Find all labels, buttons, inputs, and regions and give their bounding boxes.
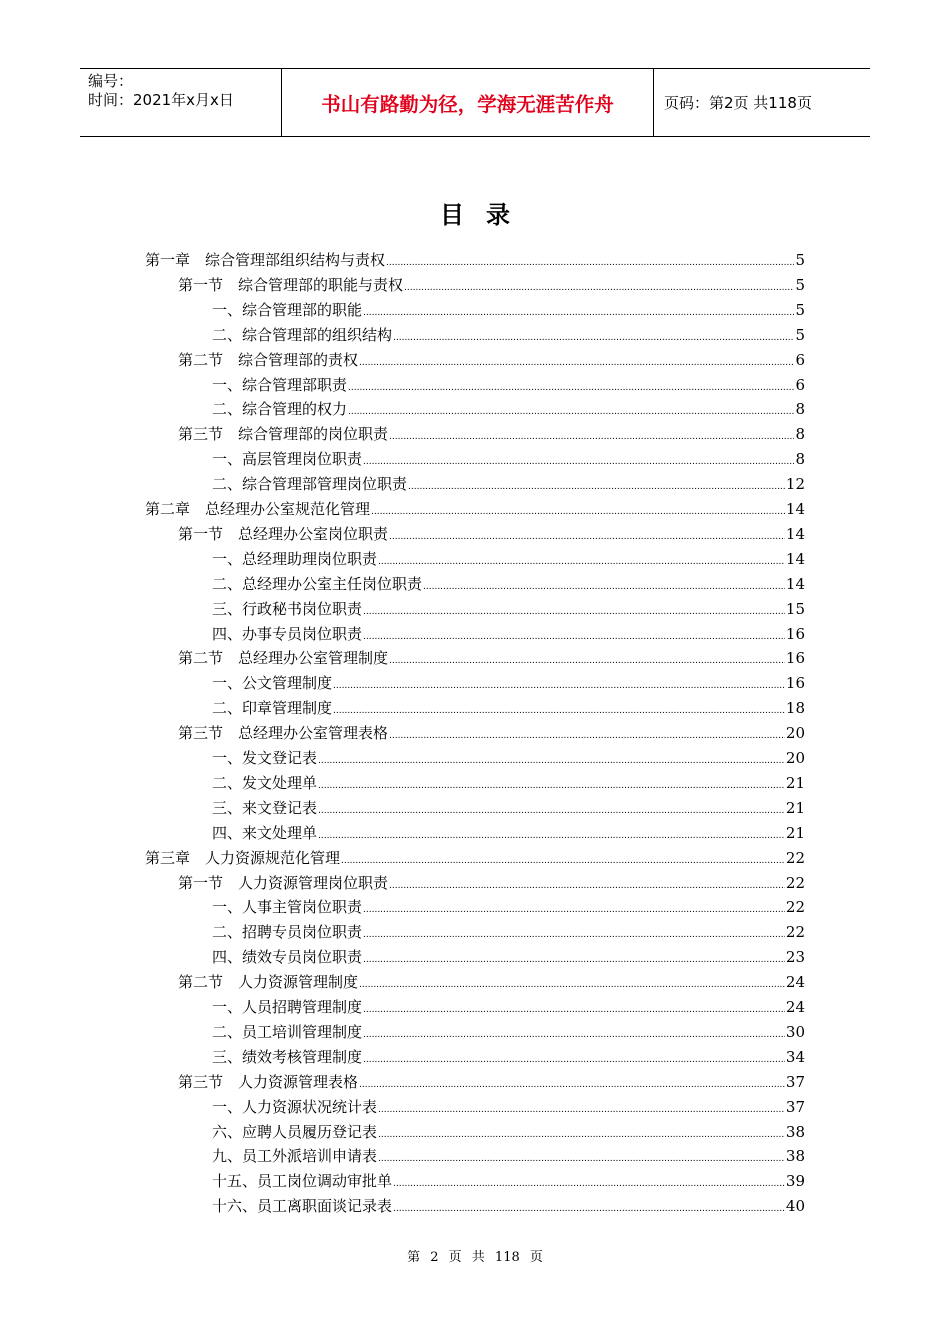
toc-entry-label: 二、印章管理制度 — [212, 699, 333, 718]
toc-dot-leader — [404, 276, 794, 300]
toc-entry-page: 16 — [785, 674, 805, 693]
header-time-label: 时间：2021年x月x日 — [88, 91, 234, 109]
toc-entry-label: 一、人员招聘管理制度 — [212, 998, 363, 1016]
toc-entry[interactable] — [178, 522, 805, 546]
toc-entry-page: 8 — [795, 450, 805, 469]
toc-dot-leader — [386, 251, 794, 275]
toc-entry-page: 20 — [785, 724, 805, 743]
toc-dot-leader — [318, 749, 785, 773]
toc-entry-page: 5 — [795, 300, 805, 319]
toc-entry[interactable] — [178, 646, 805, 670]
toc-entry-label: 二、综合管理部的组织结构 — [212, 325, 393, 344]
toc-entry[interactable] — [212, 622, 805, 646]
toc-dot-leader — [393, 1197, 785, 1221]
toc-entry-label: 一、总经理助理岗位职责 — [212, 549, 378, 568]
toc-entry[interactable] — [212, 696, 805, 720]
toc-dot-leader — [408, 475, 785, 499]
toc-entry-page: 22 — [785, 923, 805, 942]
toc-dot-leader — [333, 699, 785, 723]
toc-entry-page: 24 — [785, 998, 805, 1016]
toc-entry-page: 8 — [795, 400, 805, 419]
toc-entry[interactable] — [212, 298, 805, 322]
toc-entry[interactable] — [178, 1070, 805, 1094]
toc-entry[interactable] — [212, 671, 805, 695]
toc-dot-leader — [378, 1147, 785, 1171]
toc-entry[interactable] — [178, 273, 805, 297]
toc-dot-leader — [389, 649, 785, 673]
toc-dot-leader — [348, 376, 794, 400]
toc-dot-leader — [363, 600, 785, 624]
toc-entry-label: 六、应聘人员履历登记表 — [212, 1122, 378, 1141]
toc-entry-page: 40 — [785, 1197, 805, 1216]
toc-entry[interactable] — [212, 895, 805, 919]
toc-entry[interactable] — [212, 1095, 805, 1119]
toc-entry[interactable] — [212, 821, 805, 845]
toc-entry-page: 14 — [785, 500, 805, 518]
toc-dot-leader — [359, 351, 794, 375]
toc-entry[interactable] — [212, 796, 805, 820]
toc-entry[interactable] — [212, 1194, 805, 1218]
toc-entry[interactable] — [212, 746, 805, 770]
toc-entry-label: 第三节 人力资源管理表格 — [178, 1072, 359, 1091]
toc-entry-page: 22 — [785, 848, 805, 867]
toc-entry-label: 一、发文登记表 — [212, 749, 318, 767]
toc-entry[interactable] — [178, 721, 805, 745]
toc-entry[interactable] — [145, 248, 805, 272]
toc-dot-leader — [389, 724, 785, 748]
toc-entry-label: 第一节 总经理办公室岗位职责 — [178, 524, 389, 543]
toc-entry-label: 十六、员工离职面谈记录表 — [212, 1197, 393, 1216]
toc-entry-label: 一、人事主管岗位职责 — [212, 898, 363, 917]
toc-entry-page: 5 — [795, 251, 805, 269]
toc-entry-page: 39 — [785, 1172, 805, 1191]
toc-dot-leader — [389, 425, 794, 449]
toc-entry-label: 第一节 人力资源管理岗位职责 — [178, 873, 389, 892]
toc-entry[interactable] — [145, 846, 805, 870]
toc-entry-page: 21 — [785, 823, 805, 842]
header-meta — [80, 69, 282, 136]
header-number-label: 编号： — [88, 72, 134, 90]
toc-entry-label: 第二节 综合管理部的责权 — [178, 350, 359, 369]
toc-entry-page: 21 — [785, 798, 805, 817]
toc-dot-leader — [359, 973, 785, 997]
toc-entry-label: 第二章 总经理办公室规范化管理 — [145, 500, 371, 518]
header-motto: 书山有路勤为径，学海无涯苦作舟 — [282, 69, 654, 136]
toc-entry-page: 34 — [785, 1047, 805, 1066]
toc-dot-leader — [363, 948, 785, 972]
toc-entry-label: 一、综合管理部的职能 — [212, 300, 363, 319]
toc-entry[interactable] — [212, 1045, 805, 1069]
toc-entry-label: 二、综合管理部管理岗位职责 — [212, 475, 408, 494]
toc-dot-leader — [363, 450, 794, 474]
toc-dot-leader — [318, 824, 785, 848]
toc-dot-leader — [363, 1048, 785, 1072]
toc-dot-leader — [371, 500, 785, 524]
toc-entry[interactable] — [212, 1120, 805, 1144]
toc-dot-leader — [363, 923, 785, 947]
toc-entry[interactable] — [178, 348, 805, 372]
toc-dot-leader — [378, 550, 785, 574]
toc-entry-page: 22 — [785, 873, 805, 892]
toc-entry-page: 24 — [785, 973, 805, 992]
toc-entry[interactable] — [212, 547, 805, 571]
toc-dot-leader — [318, 799, 785, 823]
toc-entry[interactable] — [212, 397, 805, 421]
toc-entry[interactable] — [212, 1144, 805, 1168]
toc-entry[interactable] — [212, 373, 805, 397]
toc-entry-label: 二、综合管理的权力 — [212, 400, 348, 419]
toc-entry[interactable] — [212, 1169, 805, 1193]
toc-dot-leader — [389, 525, 785, 549]
toc-entry-label: 第一节 综合管理部的职能与责权 — [178, 275, 404, 294]
toc-entry[interactable] — [212, 995, 805, 1019]
header-page-info: 页码：第2页 共118页 — [664, 94, 812, 112]
toc-entry-label: 九、员工外派培训申请表 — [212, 1147, 378, 1166]
toc-entry-page: 8 — [795, 425, 805, 444]
toc-entry-page: 14 — [785, 524, 805, 543]
page-header — [80, 68, 870, 137]
toc-entry-page: 23 — [785, 948, 805, 967]
toc-entry[interactable] — [212, 323, 805, 347]
toc-dot-leader — [393, 1172, 785, 1196]
toc-entry-label: 第一章 综合管理部组织结构与责权 — [145, 251, 386, 269]
page-footer: 第 2 页 共 118 页 — [407, 1250, 543, 1265]
toc-entry[interactable] — [212, 945, 805, 969]
toc-entry-label: 二、发文处理单 — [212, 773, 318, 792]
toc-entry-label: 一、人力资源状况统计表 — [212, 1097, 378, 1116]
toc-dot-leader — [359, 1073, 785, 1097]
toc-entry-page: 37 — [785, 1072, 805, 1091]
toc-entry-page: 6 — [795, 375, 805, 394]
toc-dot-leader — [333, 674, 785, 698]
toc-entry[interactable] — [145, 497, 805, 521]
toc-entry-page: 30 — [785, 1022, 805, 1041]
toc-dot-leader — [348, 400, 794, 424]
toc-dot-leader — [341, 849, 785, 873]
toc-entry-page: 38 — [785, 1147, 805, 1166]
toc-entry-page: 18 — [785, 699, 805, 718]
toc-entry-label: 十五、员工岗位调动审批单 — [212, 1172, 393, 1191]
toc-entry-page: 5 — [795, 325, 805, 344]
toc-entry-label: 第二节 总经理办公室管理制度 — [178, 649, 389, 668]
toc-entry-page: 12 — [785, 475, 805, 494]
toc-entry[interactable] — [212, 771, 805, 795]
toc-entry-label: 四、绩效专员岗位职责 — [212, 948, 363, 967]
toc-entry-label: 四、办事专员岗位职责 — [212, 624, 363, 643]
toc-dot-leader — [423, 575, 785, 599]
toc-entry-label: 第三章 人力资源规范化管理 — [145, 848, 341, 867]
toc-entry-label: 三、绩效考核管理制度 — [212, 1047, 363, 1066]
toc-entry[interactable] — [212, 1020, 805, 1044]
toc-dot-leader — [363, 998, 785, 1022]
toc-entry-label: 一、高层管理岗位职责 — [212, 450, 363, 469]
toc-entry[interactable] — [212, 572, 805, 596]
toc-dot-leader — [318, 774, 785, 798]
toc-entry-label: 第三节 总经理办公室管理表格 — [178, 724, 389, 743]
toc-entry[interactable] — [212, 920, 805, 944]
toc-entry-page: 21 — [785, 773, 805, 792]
toc-entry[interactable] — [212, 597, 805, 621]
toc-entry-page: 38 — [785, 1122, 805, 1141]
toc-entry-label: 一、综合管理部职责 — [212, 375, 348, 394]
toc-entry-page: 20 — [785, 749, 805, 767]
toc-dot-leader — [363, 1023, 785, 1047]
toc-entry-page: 37 — [785, 1097, 805, 1116]
toc-entry-page: 14 — [785, 574, 805, 593]
toc-entry-label: 二、总经理办公室主任岗位职责 — [212, 574, 423, 593]
toc-entry-page: 5 — [795, 275, 805, 294]
toc-entry[interactable] — [178, 970, 805, 994]
toc-dot-leader — [363, 898, 785, 922]
toc-dot-leader — [378, 1098, 785, 1122]
toc-entry-page: 6 — [795, 350, 805, 369]
toc-dot-leader — [389, 874, 785, 898]
toc-dot-leader — [363, 625, 785, 649]
toc-entry-page: 16 — [785, 624, 805, 643]
toc-entry-page: 22 — [785, 898, 805, 917]
toc-entry-page: 16 — [785, 649, 805, 668]
toc-entry-page: 15 — [785, 599, 805, 618]
toc-entry-label: 二、招聘专员岗位职责 — [212, 923, 363, 942]
page-title: 目录 — [440, 201, 532, 229]
toc-entry-label: 三、来文登记表 — [212, 798, 318, 817]
toc-entry-label: 一、公文管理制度 — [212, 674, 333, 693]
toc-entry-label: 三、行政秘书岗位职责 — [212, 599, 363, 618]
toc-entry[interactable] — [212, 447, 805, 471]
toc-entry-label: 第三节 综合管理部的岗位职责 — [178, 425, 389, 444]
toc-dot-leader — [378, 1123, 785, 1147]
toc-entry[interactable] — [212, 472, 805, 496]
toc-entry-label: 二、员工培训管理制度 — [212, 1022, 363, 1041]
toc-entry-label: 四、来文处理单 — [212, 823, 318, 842]
toc-entry-label: 第二节 人力资源管理制度 — [178, 973, 359, 992]
toc-entry-page: 14 — [785, 549, 805, 568]
toc-dot-leader — [393, 326, 794, 350]
toc-entry[interactable] — [178, 871, 805, 895]
toc-dot-leader — [363, 301, 794, 325]
toc-entry[interactable] — [178, 422, 805, 446]
